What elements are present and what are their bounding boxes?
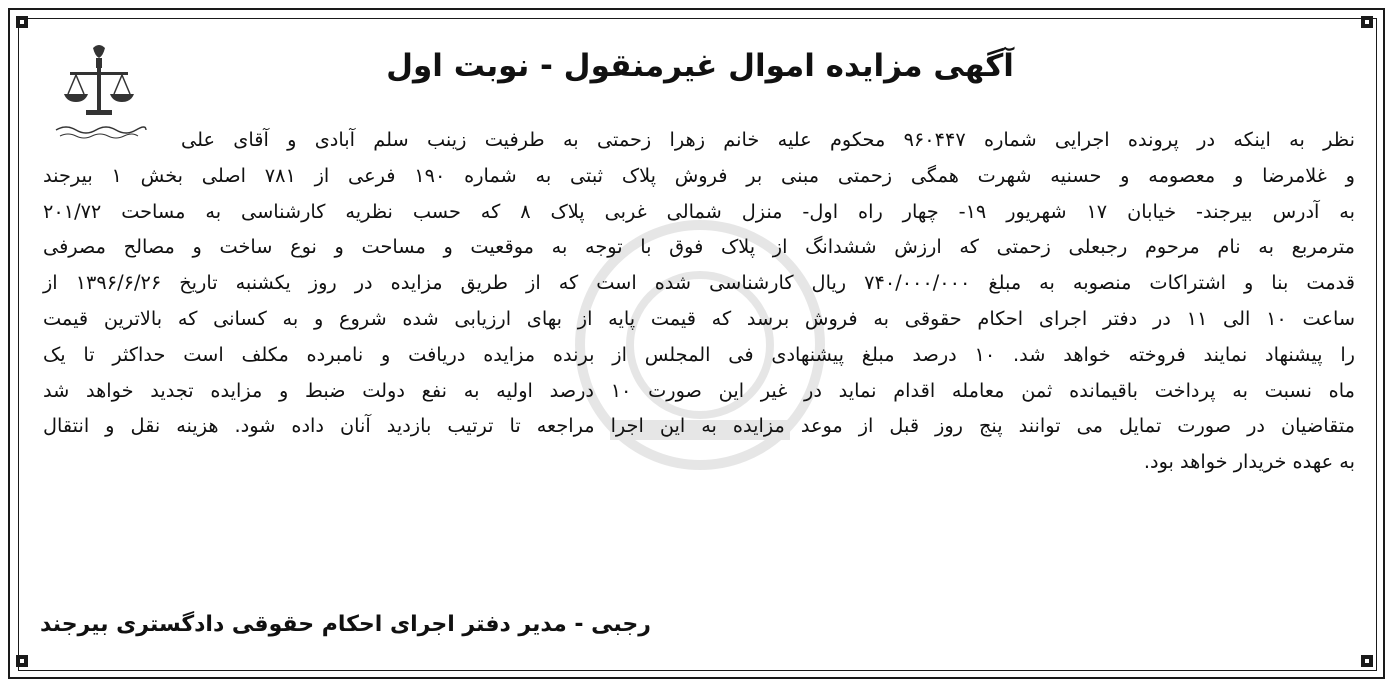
body-line: را پیشنهاد نمایند فروخته خواهد شد. ۱۰ درصد مبلغ پیشنهادی فی المجلس از برنده مزایده دریافت و نامبرده مکلف است حداکثر تا یک bbox=[43, 342, 1355, 366]
body-line: ساعت ۱۰ الی ۱۱ در دفتر اجرای احکام حقوقی به فروش برسد که قیمت پایه از بهای ارزیابی شده شروع و به کسانی که بالاترین قیمت bbox=[43, 306, 1355, 330]
notice-title: آگهی مزایده اموال غیرمنقول - نوبت اول bbox=[386, 48, 1014, 84]
notice-body bbox=[43, 122, 1355, 480]
body-line: به آدرس بیرجند- خیابان ۱۷ شهریور ۱۹- چهار راه اول- منزل شمالی غربی پلاک ۸ که حسب نظریه کارشناسی به مساحت ۲۰۱/۷۲ bbox=[43, 199, 1356, 223]
signature: رجبی - مدیر دفتر اجرای احکام حقوقی دادگستری بیرجند bbox=[40, 612, 651, 637]
body-line: به عهده خریدار خواهد بود. bbox=[1143, 450, 1355, 474]
body-line: مترمربع به نام مرحوم رجبعلی زحمتی که ارزش ششدانگ از پلاک فوق با توجه به موقعیت و مساحت و نوع ساخت و مصالح مصرفی bbox=[43, 235, 1355, 259]
body-line: ماه نسبت به پرداخت باقیمانده ثمن معامله اقدام نماید در غیر این صورت ۱۰ درصد اولیه به نفع دولت ضبط و مزایده تجدید خواهد شد bbox=[43, 378, 1355, 402]
body-line: قدمت بنا و اشتراکات منصوبه به مبلغ ۷۴۰/۰۰۰/۰۰۰ ریال کارشناسی شده است که از طریق مزایده در روز یکشنبه تاریخ ۱۳۹۶/۶/۲۶ از bbox=[43, 271, 1355, 295]
body-line: متقاضیان در صورت تمایل می توانند پنج روز قبل از موعد مزایده به این اجرا مراجعه تا ترتیب بازدید آنان داده شود. هزینه نقل و انتقال bbox=[43, 414, 1355, 438]
body-line: و غلامرضا و معصومه و حسنیه شهرت همگی زحمتی مبنی بر فروش پلاک ثبتی به شماره ۱۹۰ فرعی از ۷۸۱ اصلی بخش ۱ بیرجند bbox=[43, 163, 1355, 187]
body-line: نظر به اینکه در پرونده اجرایی شماره ۹۶۰۴۴۷ محکوم علیه خانم زهرا زحمتی به طرفیت زینب سلم آبادی و آقای علی bbox=[181, 128, 1355, 151]
